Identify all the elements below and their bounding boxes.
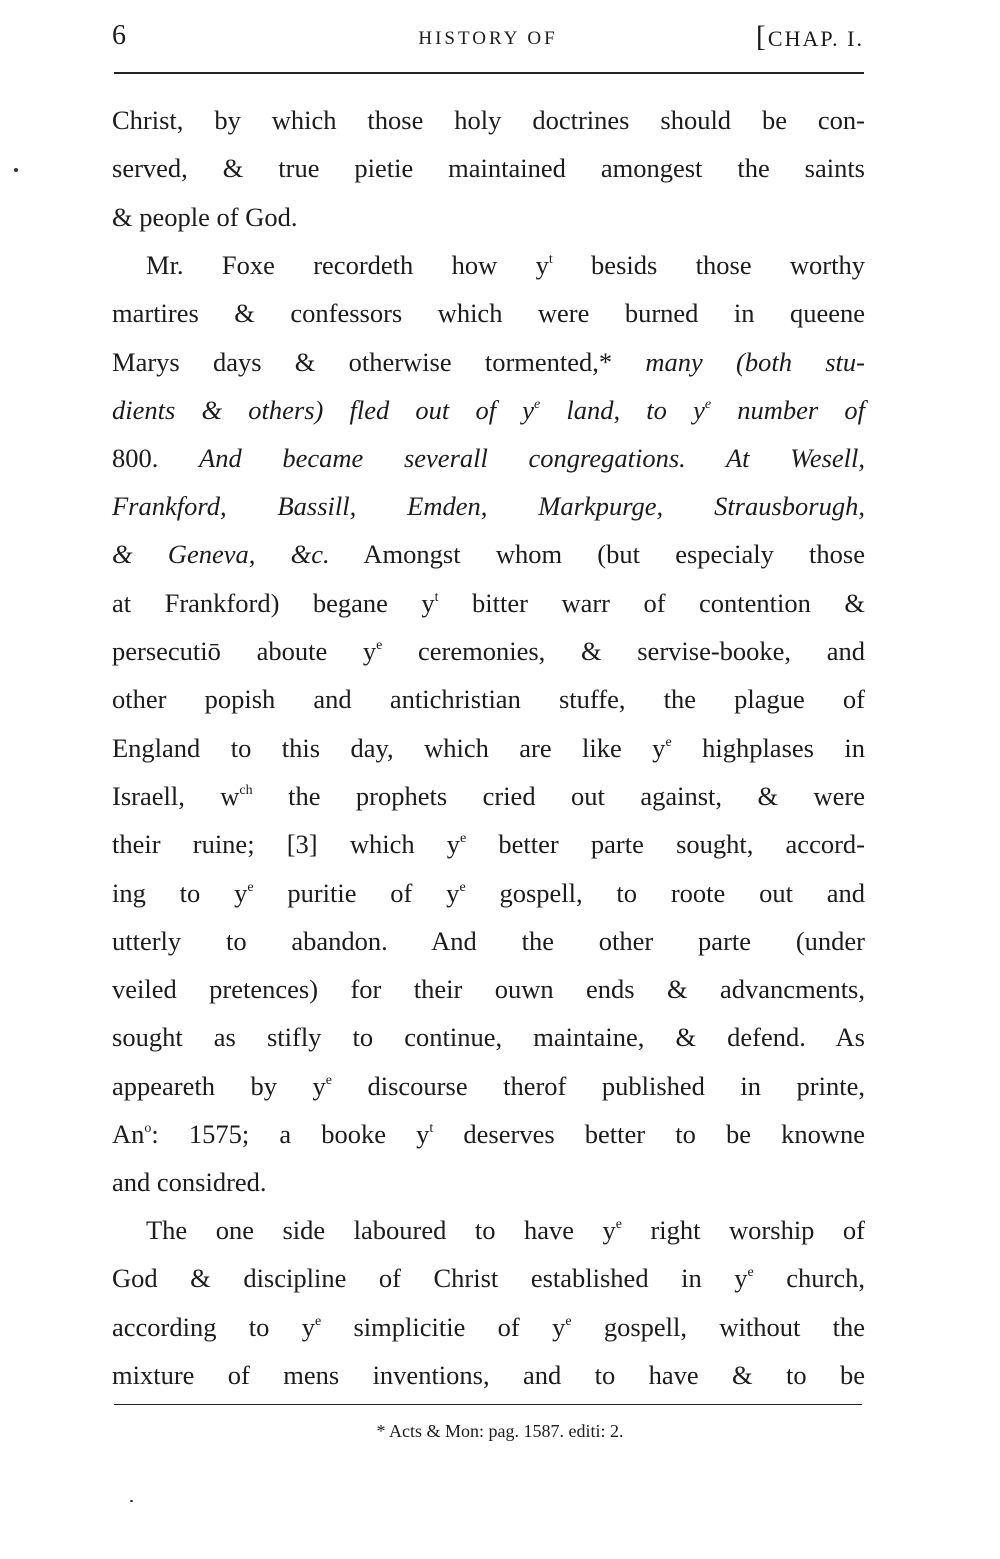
text-line: martires & confessors which were burned in queene bbox=[112, 298, 865, 328]
text-line: other popish and antichristian stuffe, the plague of bbox=[112, 684, 865, 714]
running-title: HISTORY OF bbox=[418, 28, 558, 49]
text-line: dients & others) fled out of $y^e$ land, to $y^e$ number of bbox=[112, 395, 865, 425]
text-line: Israell, $w^{ch}$ the prophets cried out against, & were bbox=[112, 781, 865, 811]
text-line: Christ, by which those holy doctrines should be con- bbox=[112, 105, 865, 135]
text-line: The one side laboured to have $y^e$ right worship of bbox=[146, 1215, 866, 1245]
text-line: ing to $y^e$ puritie of $y^e$ gospell, to roote out and bbox=[112, 878, 865, 908]
footnote-rule bbox=[114, 1404, 862, 1405]
chapter-text: CHAP. I. bbox=[767, 26, 864, 51]
text-line: Frankford, Bassill, Emden, Markpurge, Strausborugh, bbox=[112, 491, 865, 521]
text-line: veiled pretences) for their ouwn ends & advancments, bbox=[112, 974, 865, 1004]
margin-speck bbox=[14, 168, 18, 172]
text-line: their ruine; [3] which $y^e$ better parte sought, accord- bbox=[112, 829, 865, 859]
text-line: at Frankford) begane $y^t$ bitter warr of contention & bbox=[112, 588, 865, 618]
chapter-label: [CHAP. I. bbox=[755, 20, 864, 53]
text-line: persecutiō aboute $y^e$ ceremonies, & servise-booke, and bbox=[112, 636, 865, 666]
text-line: God & discipline of Christ established in $y^e$ church, bbox=[112, 1263, 865, 1293]
text-line: & Geneva, &c. Amongst whom (but especialy those bbox=[112, 539, 865, 569]
text-line: An$^o$: 1575; a booke $y^t$ deserves better to be knowne bbox=[112, 1119, 865, 1149]
text-line: England to this day, which are like $y^e$ highplases in bbox=[112, 733, 865, 763]
text-line: and considred. bbox=[112, 1167, 267, 1197]
footnote: * Acts & Mon: pag. 1587. editi: 2. bbox=[376, 1421, 624, 1441]
text-line: served, & true pietie maintained amongest the saints bbox=[112, 153, 865, 183]
text-line: utterly to abandon. And the other parte (under bbox=[112, 926, 865, 956]
text-line: & people of God. bbox=[112, 202, 298, 232]
page-speck bbox=[130, 1500, 133, 1502]
text-line: sought as stifly to continue, maintaine, & defend. As bbox=[112, 1022, 865, 1052]
text-line: appeareth by $y^e$ discourse therof published in printe, bbox=[112, 1071, 865, 1101]
text-line: Mr. Foxe recordeth how $y^t$ besids those worthy bbox=[146, 250, 865, 280]
text-line: Marys days & otherwise tormented,* many (both stu- bbox=[112, 347, 865, 377]
page-number: 6 bbox=[112, 20, 126, 51]
text-line: mixture of mens inventions, and to have & to be bbox=[112, 1360, 865, 1390]
header-rule bbox=[114, 72, 864, 74]
page-header bbox=[112, 20, 864, 54]
text-line: 800. And became severall congregations. At Wesell, bbox=[112, 443, 866, 473]
text-line: according to $y^e$ simplicitie of $y^e$ gospell, without the bbox=[112, 1312, 866, 1342]
